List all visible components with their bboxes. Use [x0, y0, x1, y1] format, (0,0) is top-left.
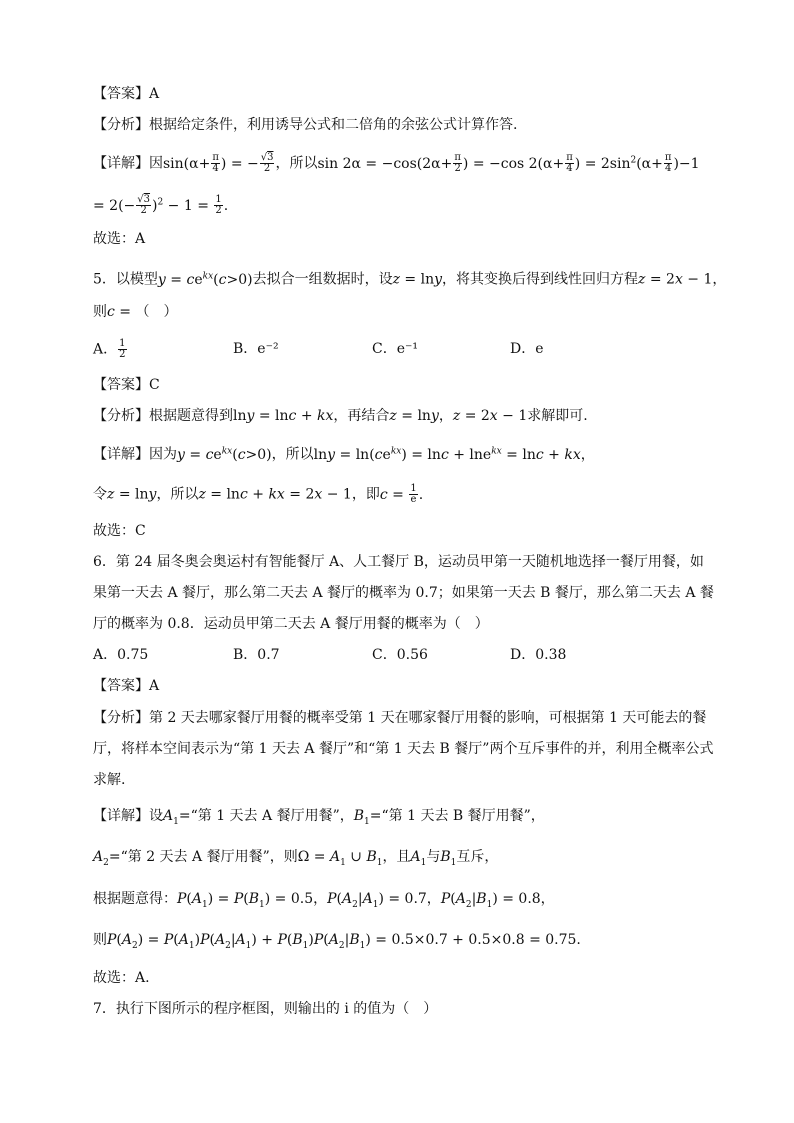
analysis-tag: 【分析】 [93, 710, 149, 726]
q7-stem: 7．执行下图所示的程序框图，则输出的 i 的值为（ ） [93, 1001, 438, 1017]
analysis-tag: 【分析】 [93, 408, 149, 424]
q6-analysis-line-1 [93, 708, 706, 728]
answer-value: A [149, 86, 160, 102]
formula: z = lnc + kx = 2x − 1 [198, 486, 352, 503]
stem-text: 去拟合一组数据时，设 [252, 271, 393, 288]
formula: z = 2x − 1 [452, 408, 528, 424]
formula: $\Omega = A_1$ ∪ $B_1$ [297, 849, 383, 868]
q6-stem-line-1: 6．第 24 届冬奥会奥运村有智能餐厅 A、人工餐厅 B，运动员甲第一天随机地选择一餐厅用餐，如 [93, 554, 704, 570]
formula: $B_1$ [353, 808, 370, 827]
formula: z = lny [392, 271, 443, 288]
formula: = 2(− $\frac{√3}{2}$ )$^2$ − 1 = $\frac{1}{2}$ . [93, 194, 229, 217]
q5-option-b [233, 339, 279, 359]
q6-option-a [93, 645, 148, 665]
q5-conclusion: 故选：C [93, 523, 146, 539]
formula: z = 2x − 1 [638, 271, 713, 288]
formula: sin(α+ $\frac{\pi}{4}$ ) = − $\frac{√3}{2}$ [163, 152, 274, 175]
formula: z = lny [389, 408, 439, 424]
answer-tag: 【答案】 [93, 377, 149, 393]
q4-detail-line [93, 150, 700, 174]
q6-detail-line-3 [93, 889, 555, 915]
q6-detail-line-1 [93, 806, 545, 832]
q6-detail-line-2 [93, 847, 498, 873]
formula: $P(A_1) = P(B_1) = 0.5$，$P(A_2|A_1) = 0.7$，$P(A_2|B_1) = 0.8$， [177, 891, 555, 910]
detail-text: =“第 2 天去 A 餐厅用餐”，则 [108, 849, 298, 865]
formula: c = [107, 304, 136, 320]
analysis-text: 求解即可. [527, 408, 588, 424]
detail-text: 根据题意得： [93, 891, 177, 907]
formula: $A_2$ [93, 849, 109, 868]
q6-analysis-line-2: 厅，将样本空间表示为“第 1 天去 A 餐厅”和“第 1 天去 B 餐厅”两个互斥事件的并，利用全概率公式 [93, 741, 714, 757]
analysis-text: 根据给定条件，利用诱导公式和二倍角的余弦公式计算作答. [149, 117, 518, 133]
q4-detail-line-2 [93, 192, 228, 216]
q5-stem-line-1 [93, 266, 726, 290]
option-value: e [535, 341, 544, 357]
answer-tag: 【答案】 [93, 86, 149, 102]
q5-option-a: A． $\frac{1}{2}$ [93, 338, 126, 360]
answer-value: C [149, 377, 160, 393]
formula: $\ln y = \ln(ce^{kx}) = \ln c + \ln e^{kx} = \ln c$ + kx， [313, 446, 595, 463]
option-value: 0.56 [396, 647, 428, 663]
detail-text: 因为 [149, 446, 177, 463]
detail-text: =“第 1 天去 B 餐厅用餐”， [369, 808, 545, 824]
detail-text: 则 [93, 932, 107, 948]
q5-analysis-line [93, 406, 588, 426]
q4-answer-line [93, 84, 159, 104]
q5-option-c [372, 339, 418, 359]
option-letter: D． [510, 647, 536, 663]
option-letter: C． [372, 341, 397, 357]
q6-stem-line-3: 厅的概率为 0.8．运动员甲第二天去 A 餐厅用餐的概率为（ ） [93, 616, 489, 632]
q5-answer-line [93, 375, 160, 395]
detail-text: ，且 [382, 849, 411, 865]
detail-text: 令 [93, 486, 107, 503]
detail-tag: 【详解】 [93, 808, 149, 824]
option-letter: B． [233, 647, 258, 663]
q6-option-d [510, 645, 566, 665]
stem-text: （ ） [135, 304, 178, 320]
analysis-text: 根据题意得到 [149, 408, 233, 424]
q6-answer-line [93, 676, 159, 696]
stem-text: ，将其变换后得到线性回归方程 [442, 271, 639, 288]
detail-tag: 【详解】 [93, 446, 149, 463]
formula: $y = ce^{kx}(c>0)$ [157, 271, 253, 288]
q5-detail-line-2 [93, 484, 423, 505]
analysis-tag: 【分析】 [93, 117, 149, 133]
formula: $P(A_2) = P(A_1)P(A_2|A_1) + P(B_1)P(A_2|B_1) = 0.5\times 0.7 + 0.5\times 0.8 = 0.75$. [107, 932, 581, 951]
formula: $A_1$ [163, 808, 179, 827]
option-value: 0.38 [535, 647, 567, 663]
formula: lny = lnc + kx [233, 408, 334, 424]
option-letter: B． [233, 341, 258, 357]
q5-stem-line-2 [93, 302, 177, 322]
detail-text: ，所以 [271, 446, 314, 463]
detail-tag: 【详解】 [93, 155, 149, 172]
q5-detail-line [93, 441, 595, 465]
option-value: 0.7 [257, 647, 280, 663]
formula: $B_1$ [440, 849, 457, 868]
detail-word: 因 [149, 155, 163, 172]
option-letter: C． [372, 647, 397, 663]
q5-option-d [510, 339, 544, 359]
detail-word: ，所以 [275, 155, 318, 172]
option-letter: A． [93, 647, 118, 663]
option-letter: A． [93, 341, 118, 358]
stem-text: ， [712, 271, 727, 288]
q6-conclusion: 故选：A. [93, 970, 150, 986]
formula: c = $\frac{1}{e}$ . [379, 483, 424, 505]
formula: $A_1$ [410, 849, 427, 868]
detail-text: 互斥， [456, 849, 499, 865]
q6-option-c [372, 645, 428, 665]
q6-option-b [233, 645, 280, 665]
detail-text: ，即 [351, 486, 380, 503]
answer-value: A [149, 678, 160, 694]
formula: z = lny [107, 486, 157, 503]
option-value: e⁻² [257, 341, 279, 357]
q6-stem-line-2: 果第一天去 A 餐厅，那么第二天去 A 餐厅的概率为 0.7；如果第一天去 B 餐厅，那么第二天去 A 餐 [93, 585, 714, 601]
stem-text: 5．以模型 [93, 271, 158, 288]
analysis-text: 第 2 天去哪家餐厅用餐的概率受第 1 天在哪家餐厅用餐的影响，可根据第 1 天可能去的餐 [149, 710, 707, 726]
detail-text: =“第 1 天去 A 餐厅用餐”， [178, 808, 354, 824]
q6-analysis-line-3: 求解. [93, 772, 126, 788]
option-value: e⁻¹ [396, 341, 419, 357]
analysis-text: ，再结合 [333, 408, 390, 424]
detail-text: 与 [426, 849, 441, 865]
detail-text: 设 [149, 808, 163, 824]
option-value: 0.75 [117, 647, 149, 663]
detail-text: ，所以 [156, 486, 199, 503]
answer-tag: 【答案】 [93, 678, 149, 694]
formula: sin 2α = −cos(2α+ $\frac{\pi}{2}$ ) = −cos 2(α+ $\frac{\pi}{4}$ ) = $2\sin^2(\alpha+$ $\frac{\pi}{4}$ )−1 [317, 152, 700, 175]
q4-analysis-line [93, 115, 517, 135]
q6-detail-line-4 [93, 930, 581, 956]
option-letter: D． [510, 341, 536, 357]
stem-text: 则 [93, 304, 107, 320]
q4-conclusion: 故选：A [93, 231, 146, 247]
formula: $y = ce^{kx}(c>0)$ [177, 446, 272, 463]
analysis-text: ， [438, 408, 453, 424]
